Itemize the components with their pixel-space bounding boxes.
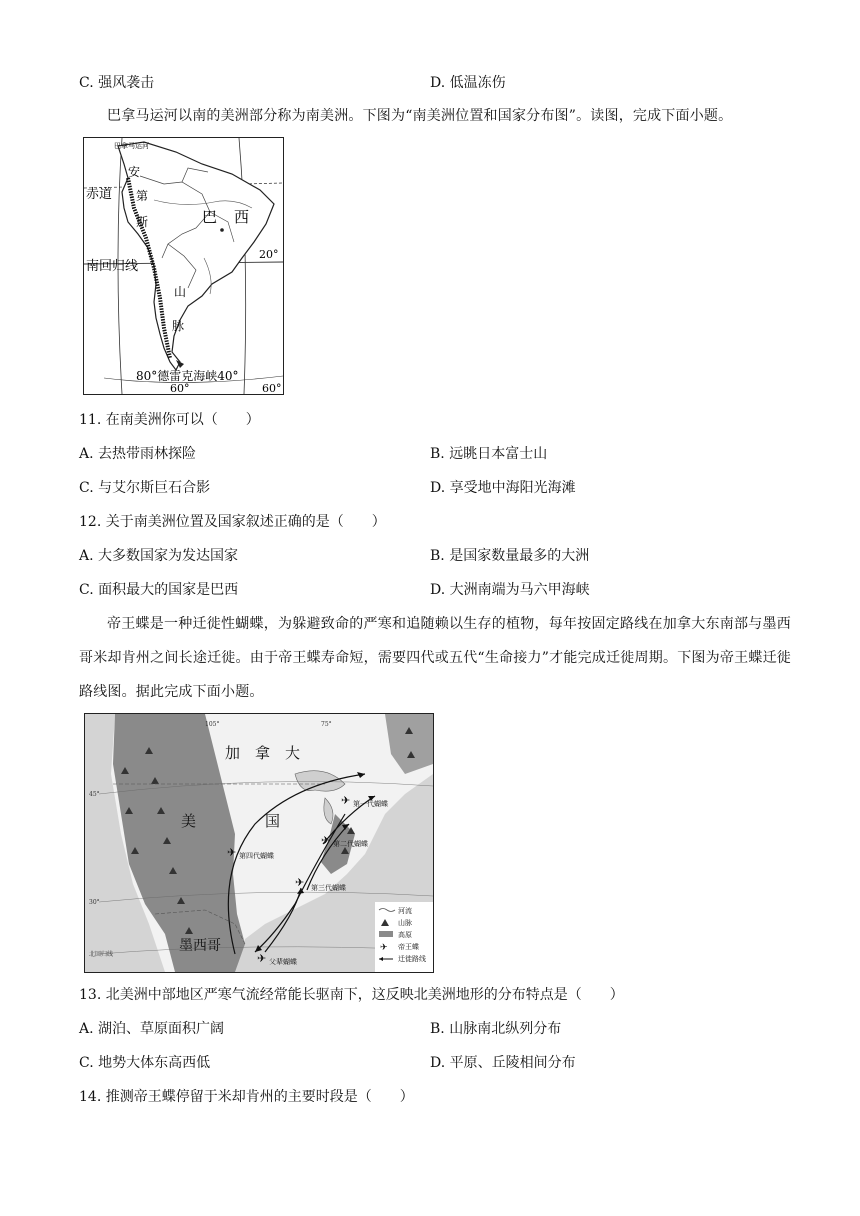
q11-stem: 11. 在南美洲你可以（ ） — [79, 412, 260, 428]
svg-text:✈: ✈ — [380, 943, 388, 953]
lon-60-label-b: 60° — [262, 382, 282, 394]
map-legend — [375, 902, 433, 972]
q11-option-d: D. 享受地中海阳光海滩 — [430, 480, 576, 496]
usa-char-1: 美 — [181, 812, 197, 830]
gen-2-label: 第二代蝴蝶 — [333, 840, 368, 848]
south-america-intro: 巴拿马运河以南的美洲部分称为南美洲。下图为“南美洲位置和国家分布图”。读图，完成下面小题。 — [107, 108, 733, 124]
andes-char-1: 安 — [128, 165, 141, 179]
andes-char-2: 第 — [136, 189, 149, 203]
q13-stem: 13. 北美洲中部地区严寒气流经常能长驱南下，这反映北美洲地形的分布特点是（ ） — [79, 987, 624, 1003]
legend-route: 迁徙路线 — [398, 955, 426, 963]
canada-label: 加 拿 大 — [225, 744, 301, 762]
q11-option-c: C. 与艾尔斯巨石合影 — [79, 480, 211, 496]
q10-option-d: D. 低温冻伤 — [430, 75, 506, 91]
q14-stem: 14. 推测帝王蝶停留于米却肯州的主要时段是（ ） — [79, 1089, 414, 1105]
q13-option-d: D. 平原、丘陵相间分布 — [430, 1055, 576, 1071]
legend-river: 河流 — [398, 907, 412, 915]
equator-label: 赤道 — [86, 187, 113, 202]
andes-char-5: 脉 — [172, 319, 185, 333]
q12-option-c: C. 面积最大的国家是巴西 — [79, 582, 239, 598]
lon-105-label: 105° — [205, 721, 220, 728]
q13-option-a: A. 湖泊、草原面积广阔 — [79, 1021, 225, 1037]
legend-mountain: 山脉 — [398, 919, 412, 927]
q12-option-a: A. 大多数国家为发达国家 — [79, 548, 239, 564]
usa-char-2: 国 — [265, 812, 281, 830]
q12-option-d: D. 大洲南端为马六甲海峡 — [430, 582, 590, 598]
drake-passage-label: 80°德雷克海峡40° — [136, 369, 239, 383]
svg-text:✈: ✈ — [321, 834, 331, 847]
legend-monarch: 帝王蝶 — [398, 943, 419, 951]
gen-4-label: 第四代蝴蝶 — [239, 852, 274, 860]
panama-label: 巴拿马运河 — [114, 142, 149, 150]
andes-char-4: 山 — [174, 285, 187, 299]
mexico-label: 墨西哥 — [179, 938, 221, 954]
q13-option-c: C. 地势大体东高西低 — [79, 1055, 211, 1071]
q11-option-b: B. 远眺日本富士山 — [430, 446, 548, 462]
q12-stem: 12. 关于南美洲位置及国家叙述正确的是（ ） — [79, 514, 386, 530]
monarch-migration-map — [84, 713, 434, 973]
q11-option-a: A. 去热带雨林探险 — [79, 446, 197, 462]
tropic-cancer-label: 北回归线 — [89, 951, 114, 958]
south-america-map — [83, 137, 284, 395]
andes-char-3: 斯 — [136, 215, 149, 229]
q13-option-b: B. 山脉南北纵列分布 — [430, 1021, 562, 1037]
lon-75-label: 75° — [321, 721, 332, 728]
q12-option-b: B. 是国家数量最多的大洲 — [430, 548, 590, 564]
lat-30-label: 30° — [89, 899, 100, 906]
gen-3-label: 第三代蝴蝶 — [311, 884, 346, 892]
svg-text:✈: ✈ — [227, 846, 237, 859]
legend-plateau: 高原 — [398, 931, 412, 939]
parent-generation-label: 父辈蝴蝶 — [269, 958, 297, 966]
q10-option-c: C. 强风袭击 — [79, 75, 155, 91]
lon-60-label-a: 60° — [170, 382, 190, 394]
svg-text:✈: ✈ — [341, 794, 351, 807]
monarch-butterfly-intro: 帝王蝶是一种迁徙性蝴蝶，为躲避致命的严寒和追随赖以生存的植物，每年按固定路线在加拿大东南部与墨西哥米却肯州之间长途迁徙。由于帝王蝶寿命短，需要四代或五代“生命接力”才能完成迁徙周期。下图为帝王蝶迁徙路线图。据此完成下面小题。 — [79, 616, 791, 700]
brazil-char-1: 巴 — [202, 208, 218, 226]
svg-text:✈: ✈ — [257, 952, 267, 965]
brazil-char-2: 西 — [234, 208, 250, 226]
svg-text:✈: ✈ — [295, 876, 305, 889]
gen-1-label: 第一代蝴蝶 — [353, 800, 388, 808]
lat-20-label: 20° — [259, 248, 279, 261]
tropic-capricorn-label: 南回归线 — [86, 259, 139, 274]
lat-45-label: 45° — [89, 791, 100, 798]
